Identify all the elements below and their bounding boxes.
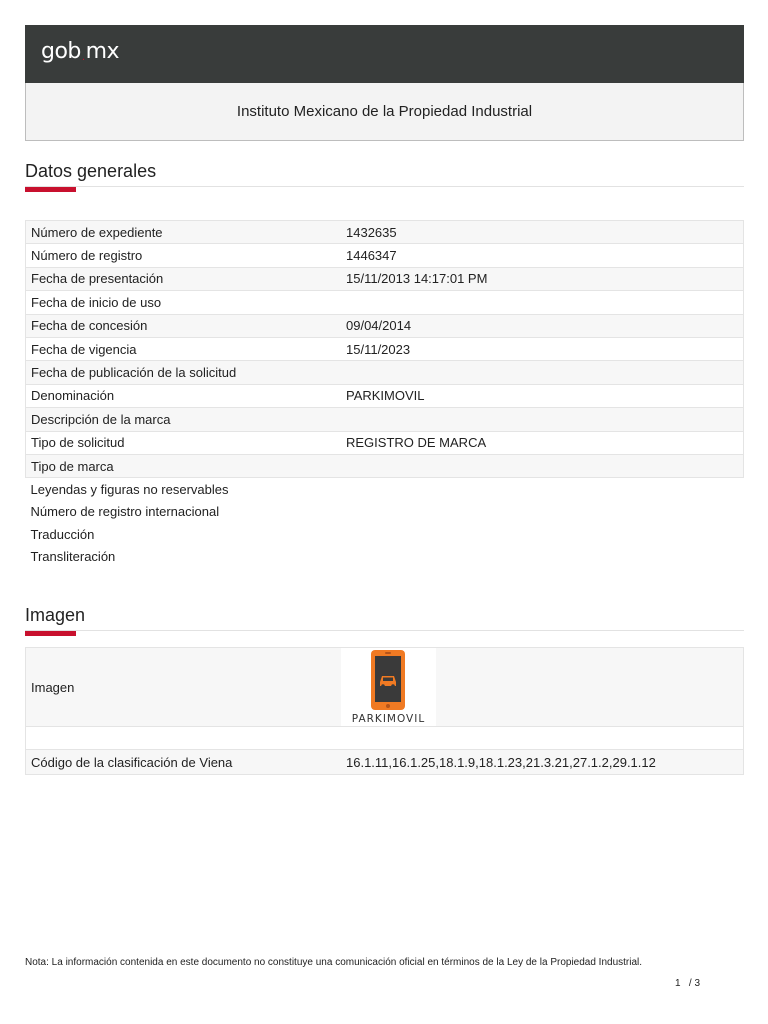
- field-value: [341, 361, 744, 384]
- table-row: [26, 523, 744, 545]
- gobmx-logo[interactable]: [41, 39, 119, 64]
- field-value: [341, 291, 744, 314]
- field-value: [341, 454, 744, 477]
- table-row: [26, 408, 744, 431]
- brand-dot: .: [81, 52, 85, 63]
- table-row: [26, 361, 744, 384]
- viena-value: 16.1.11,16.1.25,18.1.9,18.1.23,21.3.21,27.1.2,29.1.12: [341, 750, 744, 775]
- field-label: Traducción: [30, 526, 95, 542]
- table-row: [26, 314, 744, 337]
- footer-note: Nota: La información contenida en este documento no constituye una comunicación oficial en términos de la Ley de la Propiedad Industrial.: [25, 957, 643, 968]
- field-label: Descripción de la marca: [26, 408, 342, 431]
- header-bar: [25, 25, 744, 83]
- table-row: [26, 384, 744, 407]
- table-row: [26, 291, 744, 314]
- field-label: Fecha de inicio de uso: [26, 291, 342, 314]
- section-rule: [25, 186, 744, 187]
- field-label: Transliteración: [30, 549, 116, 565]
- field-label: Leyendas y figuras no reservables: [30, 481, 229, 497]
- field-label: Número de expediente: [26, 221, 342, 244]
- field-label: Denominación: [26, 384, 342, 407]
- trademark-image: [341, 648, 436, 726]
- field-label: Tipo de marca: [26, 454, 342, 477]
- imagen-table: [25, 647, 744, 775]
- table-row: [26, 267, 744, 290]
- field-label: Fecha de concesión: [26, 314, 342, 337]
- field-label: Fecha de vigencia: [26, 337, 342, 360]
- table-row: [26, 244, 744, 267]
- field-label: Fecha de publicación de la solicitud: [26, 361, 342, 384]
- datos-table: [25, 220, 744, 568]
- field-label: Fecha de presentación: [26, 267, 342, 290]
- field-value: 1446347: [341, 244, 744, 267]
- field-value: PARKIMOVIL: [341, 384, 744, 407]
- institute-title: Instituto Mexicano de la Propiedad Industrial: [25, 83, 744, 141]
- brand-tld: mx: [85, 39, 120, 64]
- field-value: 15/11/2023: [341, 337, 744, 360]
- section-accent: [25, 631, 76, 636]
- imagen-label: Imagen: [26, 648, 342, 727]
- field-value: REGISTRO DE MARCA: [341, 431, 744, 454]
- section-rule: [25, 630, 744, 631]
- table-row: [26, 545, 744, 567]
- table-row: [26, 221, 744, 244]
- field-value: [341, 501, 744, 523]
- table-row: [26, 727, 744, 750]
- field-value: 1432635: [341, 221, 744, 244]
- section-accent: [25, 187, 76, 192]
- table-row: [26, 431, 744, 454]
- table-row: [26, 337, 744, 360]
- field-value: [341, 408, 744, 431]
- section-title-imagen: Imagen: [25, 605, 86, 625]
- field-label: Número de registro: [26, 244, 342, 267]
- field-label: Número de registro internacional: [30, 504, 220, 520]
- imagen-cell: [341, 648, 744, 727]
- field-value: [341, 478, 744, 501]
- logo-wordmark: PARKIMOVIL: [351, 713, 426, 725]
- field-label: Tipo de solicitud: [26, 431, 342, 454]
- section-title-datos: Datos generales: [25, 161, 157, 181]
- table-row: [26, 648, 744, 727]
- table-row: [26, 454, 744, 477]
- field-value: 09/04/2014: [341, 314, 744, 337]
- brand-main: gob: [41, 39, 81, 64]
- table-row: [26, 478, 744, 501]
- field-value: 15/11/2013 14:17:01 PM: [341, 267, 744, 290]
- table-row: [26, 750, 744, 775]
- table-row: [26, 501, 744, 523]
- phone-car-icon: [341, 648, 436, 714]
- field-value: [341, 523, 744, 545]
- page-number: 1 / 3: [675, 978, 701, 989]
- viena-label: Código de la clasificación de Viena: [26, 750, 342, 775]
- field-value: [341, 545, 744, 567]
